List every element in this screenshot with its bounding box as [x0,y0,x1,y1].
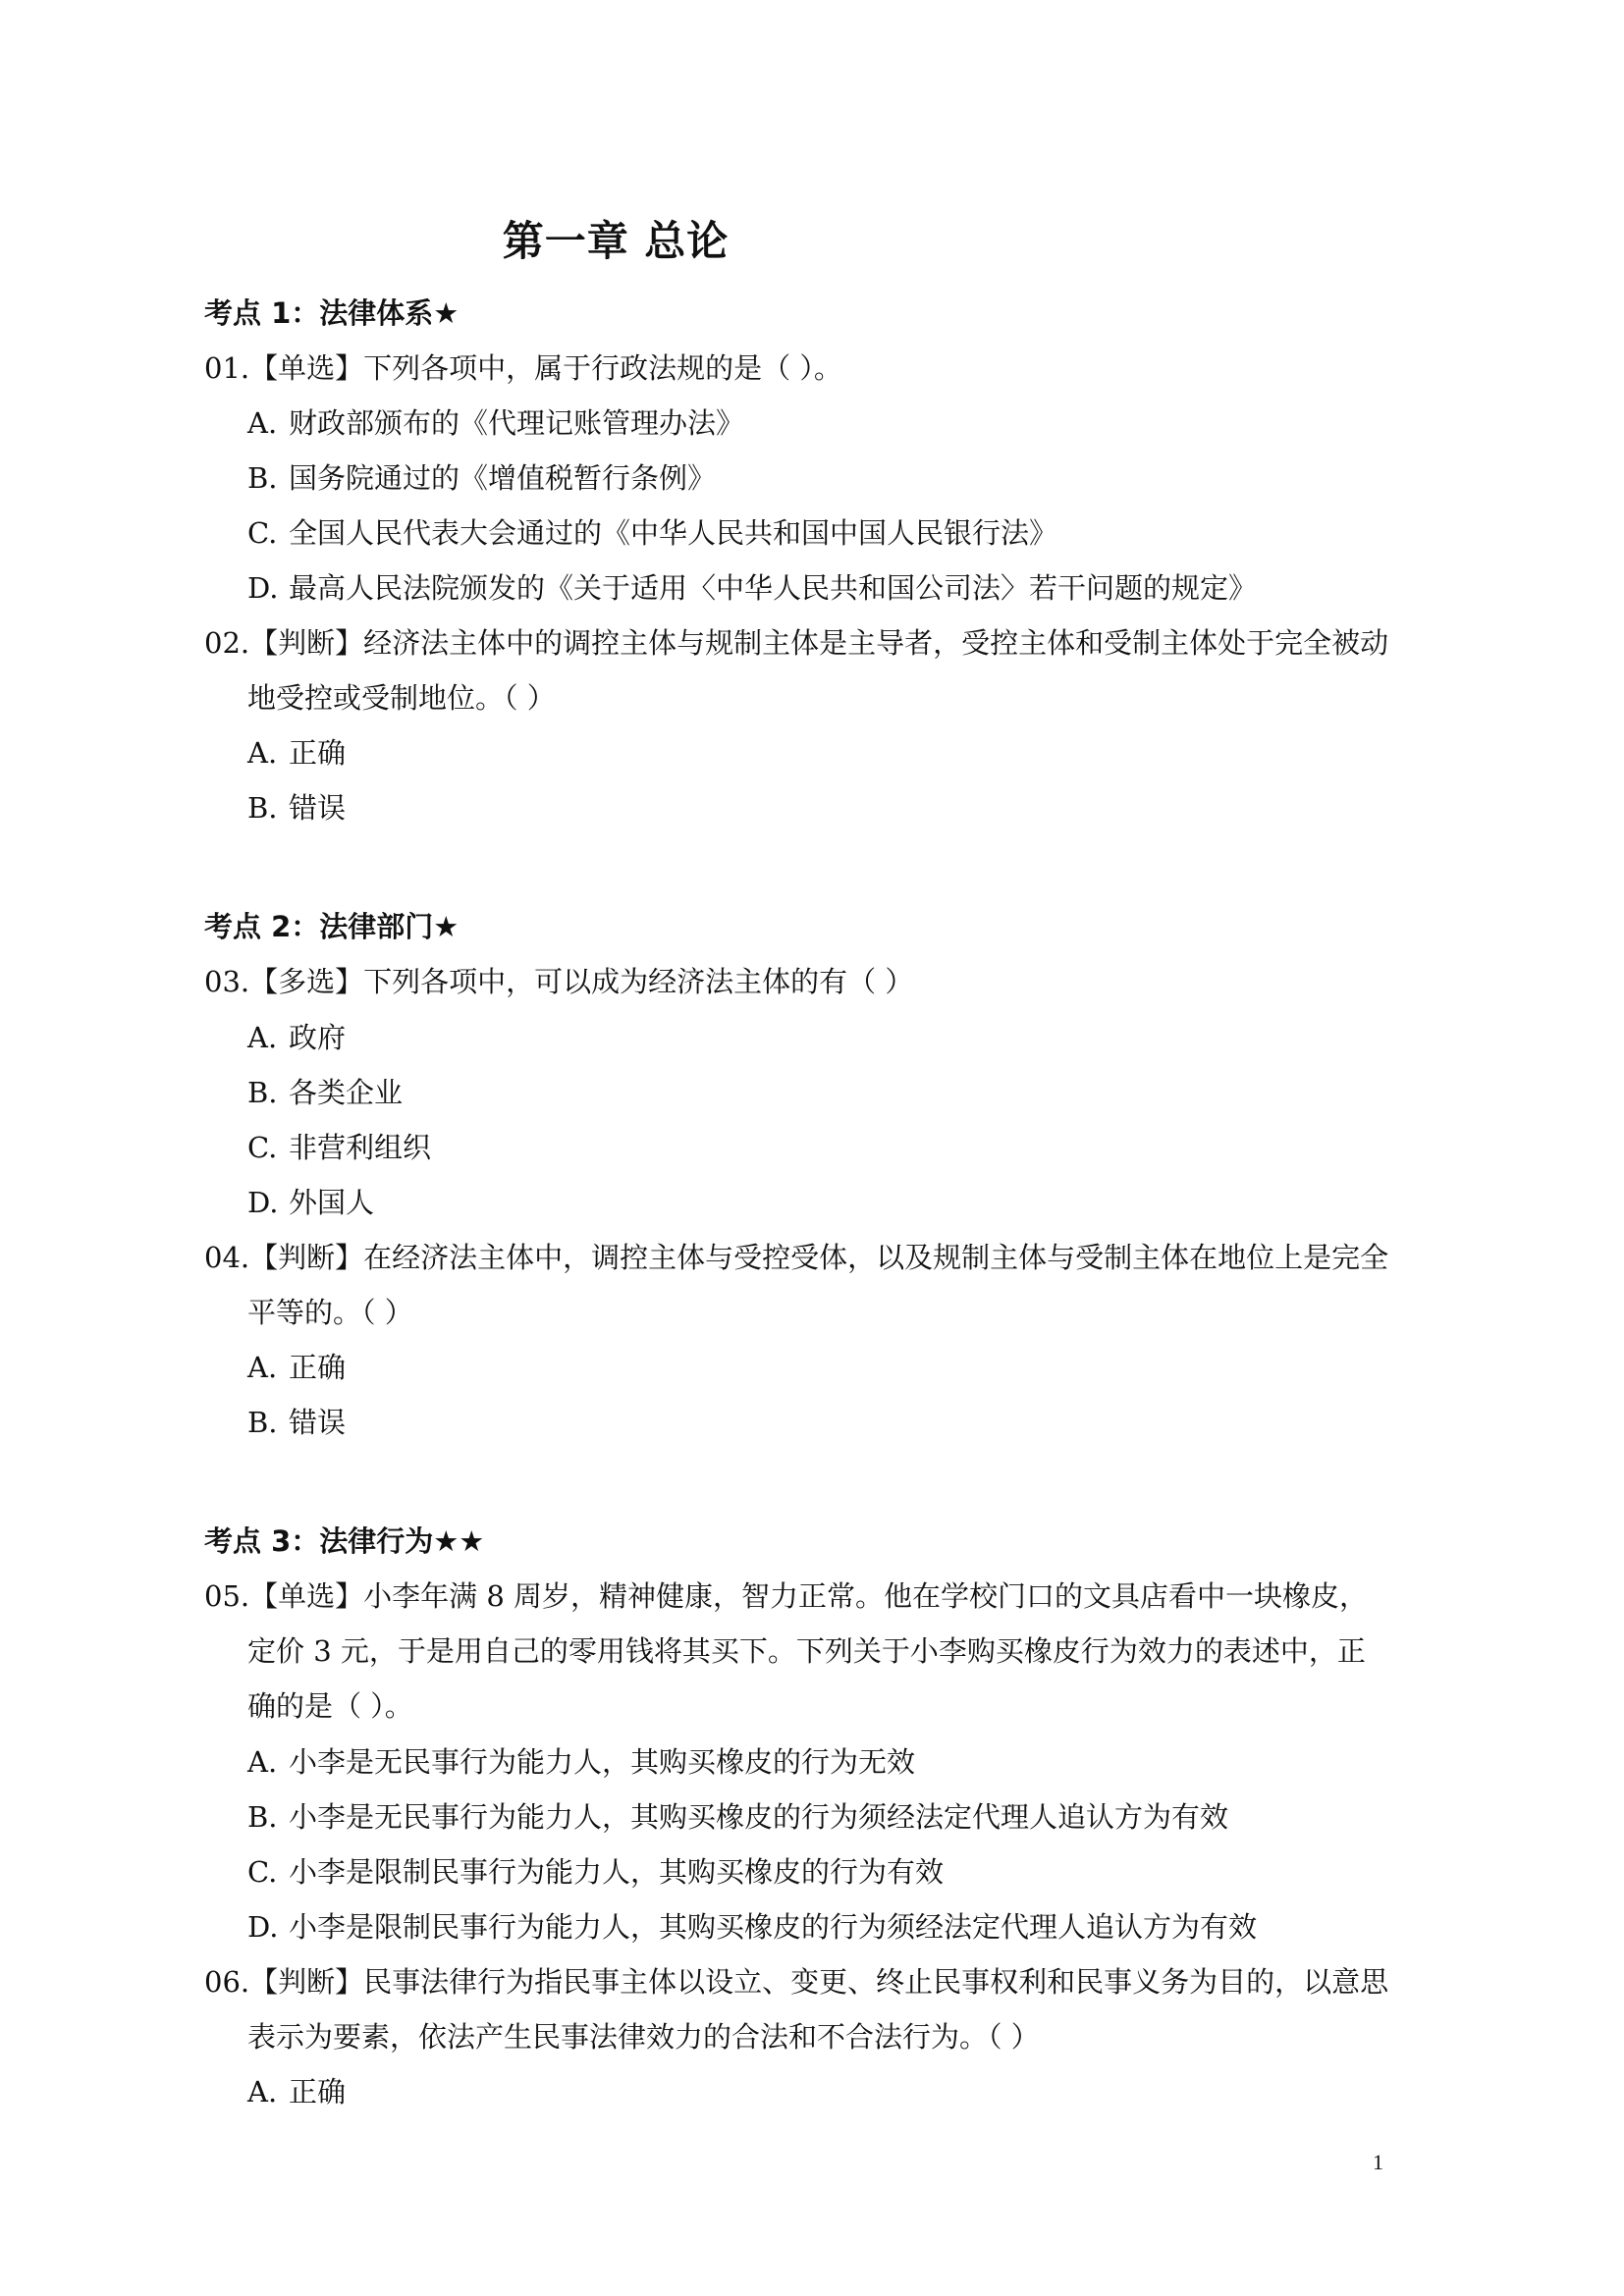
option-text: 错误 [289,791,347,825]
option-letter: D. [247,1910,279,1944]
option-letter: D. [247,1186,279,1219]
section-heading: 考点 2：法律部门★ [204,910,460,943]
option-item [247,1344,346,1391]
option-text: 小李是无民事行为能力人，其购买橡皮的行为无效 [289,1745,916,1779]
option-text: 国务院通过的《增值税暂行条例》 [289,461,717,495]
option-text: 小李是无民事行为能力人，其购买橡皮的行为须经法定代理人追认方为有效 [289,1800,1229,1834]
question-stem-continuation: 确的是（ ）。 [247,1689,413,1723]
option-item [247,784,346,831]
question-stem: 06.【判断】民事法律行为指民事主体以设立、变更、终止民事权利和民事义务为目的，以意思 [204,1965,1389,1999]
chapter-title: 第一章 总论 [502,217,730,265]
option-letter: B. [247,1800,278,1834]
option-text: 错误 [289,1406,347,1439]
option-text: 小李是限制民事行为能力人，其购买橡皮的行为有效 [289,1855,945,1889]
option-item [247,1124,431,1171]
option-letter: B. [247,1406,278,1439]
section-heading: 考点 3：法律行为★★ [204,1524,485,1558]
question-stem: 02.【判断】经济法主体中的调控主体与规制主体是主导者，受控主体和受制主体处于完全被动 [204,626,1389,660]
option-item [247,454,716,502]
option-item [247,564,1257,612]
question-stem: 03.【多选】下列各项中，可以成为经济法主体的有（ ） [204,965,914,998]
option-item [247,2068,346,2115]
option-text: 外国人 [289,1186,375,1219]
option-letter: B. [247,791,278,825]
option-text: 政府 [289,1021,347,1054]
option-letter: B. [247,461,278,495]
option-item [247,1069,403,1116]
option-item [247,1179,374,1226]
question-stem-continuation: 地受控或受制地位。（ ） [247,681,556,715]
option-letter: A. [247,1351,278,1384]
option-letter: A. [247,1021,278,1054]
question-stem: 05.【单选】小李年满 8 周岁，精神健康，智力正常。他在学校门口的文具店看中一块橡皮， [204,1579,1369,1613]
option-letter: B. [247,1076,278,1109]
option-text: 非营利组织 [289,1131,432,1164]
option-letter: A. [247,2075,278,2109]
option-item [247,1793,1228,1841]
option-text: 各类企业 [289,1076,404,1109]
question-stem-continuation: 平等的。（ ） [247,1296,413,1329]
option-item [247,1014,346,1061]
option-letter: C. [247,1855,278,1889]
option-text: 正确 [289,736,347,770]
page-number: 1 [1373,2150,1383,2174]
option-letter: C. [247,1131,278,1164]
option-item [247,400,744,447]
option-letter: C. [247,516,278,550]
option-text: 正确 [289,1351,347,1384]
option-item [247,729,346,776]
option-item [247,1738,915,1786]
option-letter: A. [247,736,278,770]
option-letter: A. [247,406,278,440]
question-stem-continuation: 定价 3 元，于是用自己的零用钱将其买下。下列关于小李购买橡皮行为效力的表述中，正 [247,1634,1366,1668]
option-item [247,1903,1257,1950]
option-text: 财政部颁布的《代理记账管理办法》 [289,406,745,440]
option-text: 正确 [289,2075,347,2109]
option-text: 全国人民代表大会通过的《中华人民共和国中国人民银行法》 [289,516,1058,550]
option-text: 最高人民法院颁发的《关于适用〈中华人民共和国公司法〉若干问题的规定》 [289,571,1258,605]
option-letter: A. [247,1745,278,1779]
option-item [247,1399,346,1446]
question-stem: 04.【判断】在经济法主体中，调控主体与受控受体，以及规制主体与受制主体在地位上是完全 [204,1241,1389,1274]
question-stem: 01.【单选】下列各项中，属于行政法规的是（ ）。 [204,351,842,385]
option-letter: D. [247,571,279,605]
question-stem-continuation: 表示为要素，依法产生民事法律效力的合法和不合法行为。（ ） [247,2020,1040,2054]
option-item [247,509,1057,557]
option-item [247,1848,944,1896]
option-text: 小李是限制民事行为能力人，其购买橡皮的行为须经法定代理人追认方为有效 [289,1910,1258,1944]
section-heading: 考点 1：法律体系★ [204,296,460,330]
